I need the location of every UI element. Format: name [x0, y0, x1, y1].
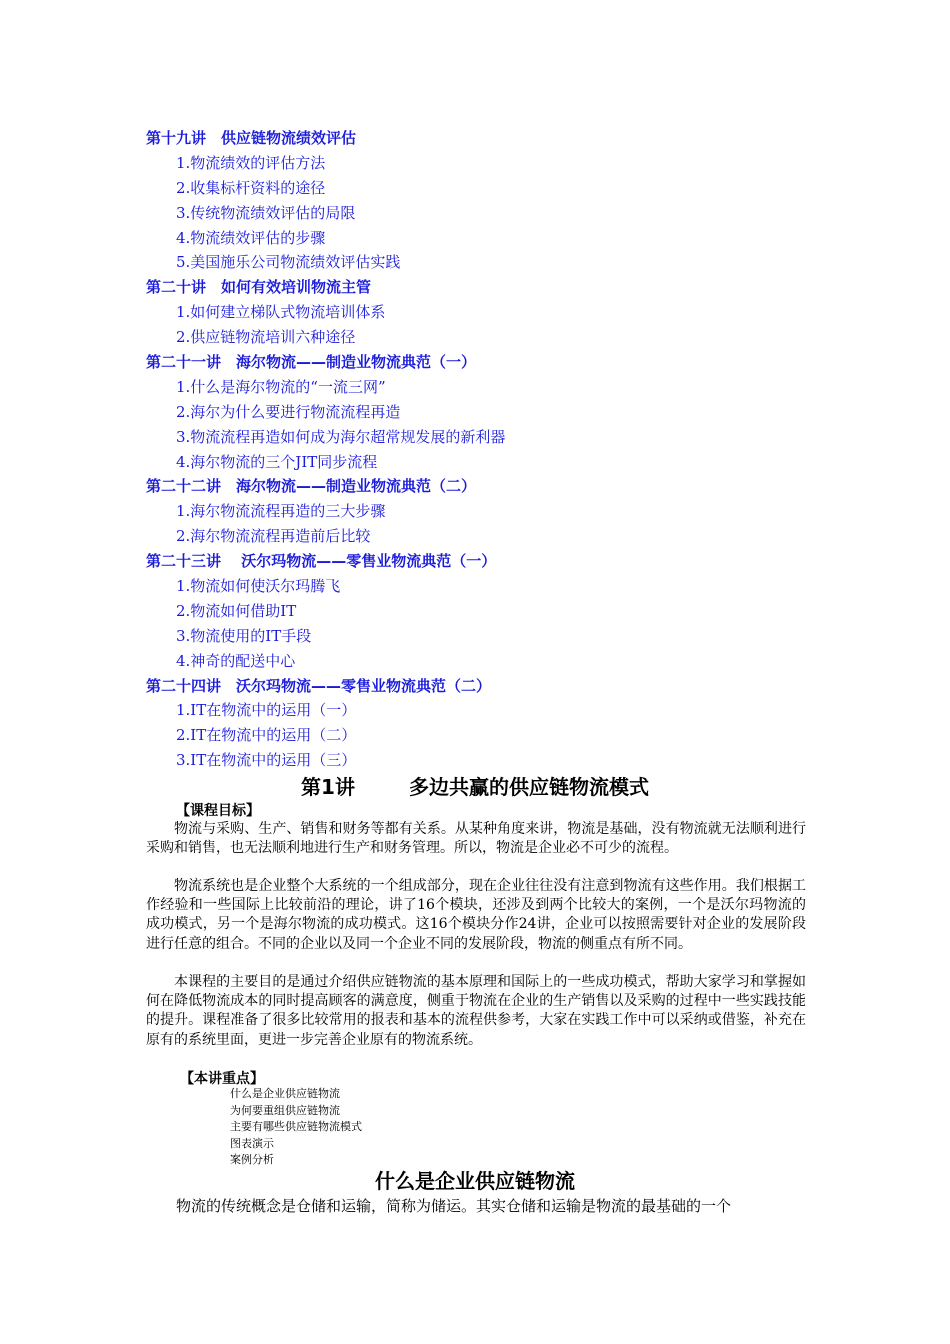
toc-item: 4.海尔物流的三个JIT同步流程: [176, 452, 378, 471]
toc-item: 1.物流绩效的评估方法: [176, 153, 326, 172]
toc-item: 2.物流如何借助IT: [176, 601, 297, 620]
toc-item: 1.什么是海尔物流的“一流三网”: [176, 377, 386, 396]
toc-item: 2.收集标杆资料的途径: [176, 178, 326, 197]
toc-item: 3.传统物流绩效评估的局限: [176, 203, 356, 222]
toc-lecture-title: 第二十三讲 沃尔玛物流——零售业物流典范（一）: [146, 552, 497, 571]
toc-item: 2.海尔物流流程再造前后比较: [176, 527, 371, 546]
toc-item: 3.IT在物流中的运用（三）: [176, 751, 357, 770]
toc-item: 3.物流使用的IT手段: [176, 626, 312, 645]
toc-lecture-title: 第二十讲 如何有效培训物流主管: [146, 278, 372, 297]
key-point-item: 案例分析: [230, 1153, 274, 1166]
section-first-line: 物流的传统概念是仓储和运输，简称为储运。其实仓储和运输是物流的最基础的一个: [176, 1197, 732, 1215]
toc-item: 4.神奇的配送中心: [176, 651, 296, 670]
toc-item: 1.海尔物流流程再造的三大步骤: [176, 502, 386, 521]
toc-item: 2.海尔为什么要进行物流流程再造: [176, 402, 401, 421]
section-heading: 什么是企业供应链物流: [375, 1169, 575, 1193]
toc-item: 1.物流如何使沃尔玛腾飞: [176, 577, 341, 596]
lecture-title: 多边共赢的供应链物流模式: [408, 775, 649, 799]
key-point-item: 什么是企业供应链物流: [230, 1087, 340, 1100]
lecture-number: 第1讲: [301, 775, 355, 799]
key-point-item: 为何要重组供应链物流: [230, 1103, 340, 1117]
toc-lecture-title: 第二十二讲 海尔物流——制造业物流典范（二）: [146, 477, 477, 496]
toc-item: 1.IT在物流中的运用（一）: [176, 701, 357, 720]
toc-item: 2.IT在物流中的运用（二）: [176, 726, 357, 745]
key-points-label: 【本讲重点】: [180, 1071, 264, 1087]
objectives-paragraph: 物流系统也是企业整个大系统的一个组成部分，现在企业往往没有注意到物流有这些作用。我们根据工作经验和一些国际上比较前沿的理论，讲了16个模块，还涉及到两个比较大的案例，一个是沃尔玛物流的成功模式，另一个是海尔物流的成功模式。这16个模块分作24讲，企业可以按照需要针对企业的发展阶段进行任意的组合。不同的企业以及同一个企业不同的发展阶段，物流的侧重点有所不同。: [146, 878, 806, 952]
toc-lecture-title: 第二十一讲 海尔物流——制造业物流典范（一）: [146, 353, 477, 372]
toc-item: 1.如何建立梯队式物流培训体系: [176, 303, 386, 322]
toc-item: 2.供应链物流培训六种途径: [176, 328, 356, 347]
toc-item: 4.物流绩效评估的步骤: [176, 228, 326, 247]
key-point-item: 主要有哪些供应链物流模式: [230, 1120, 362, 1133]
toc-lecture-title: 第十九讲 供应链物流绩效评估: [146, 129, 357, 147]
lecture-heading: [0, 772, 950, 802]
toc-lecture-title: 第二十四讲 沃尔玛物流——零售业物流典范（二）: [146, 676, 492, 695]
objectives-paragraph: 物流与采购、生产、销售和财务等都有关系。从某种角度来讲，物流是基础，没有物流就无法顺利进行采购和销售，也无法顺利地进行生产和财务管理。所以，物流是企业必不可少的流程。: [146, 821, 806, 857]
key-points-list: [230, 1086, 362, 1169]
objectives-paragraph: 本课程的主要目的是通过介绍供应链物流的基本原理和国际上的一些成功模式，帮助大家学习和掌握如何在降低物流成本的同时提高顾客的满意度，侧重于物流在企业的生产销售以及采购的过程中一些实践技能的提升。课程准备了很多比较常用的报表和基本的流程供参考，大家在实践工作中可以采纳或借鉴，补充在原有的系统里面，更进一步完善企业原有的物流系统。: [146, 974, 806, 1048]
objectives-label: 【课程目标】: [176, 803, 260, 819]
toc-item: 5.美国施乐公司物流绩效评估实践: [176, 253, 401, 272]
table-of-contents: [146, 126, 846, 773]
key-point-item: 图表演示: [230, 1136, 274, 1150]
toc-item: 3.物流流程再造如何成为海尔超常规发展的新利器: [176, 427, 506, 446]
